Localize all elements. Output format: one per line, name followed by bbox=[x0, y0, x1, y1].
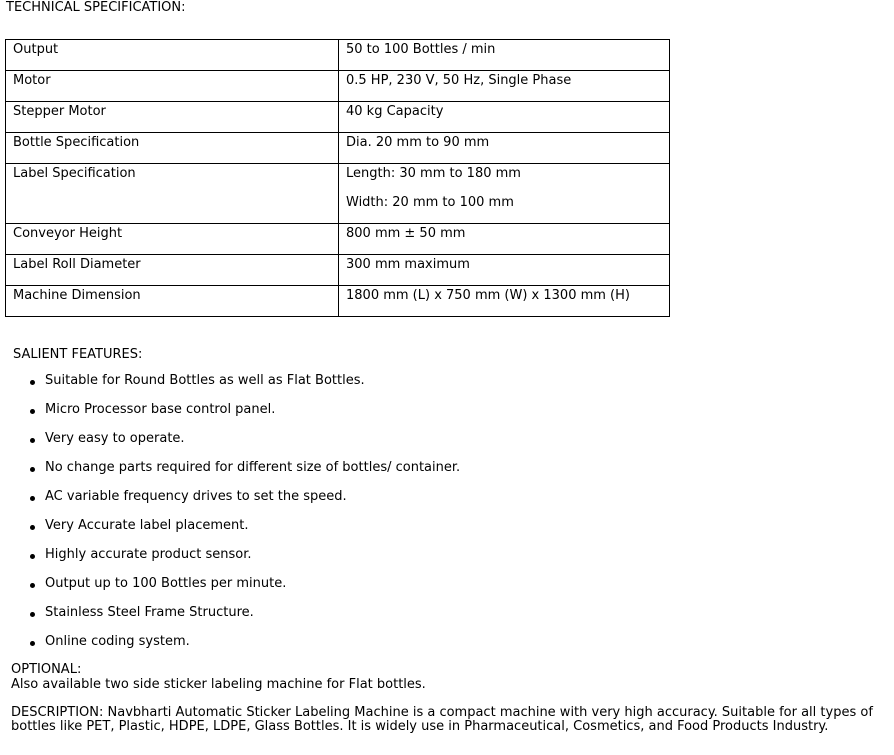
spec-value-length: Length: 30 mm to 180 mm bbox=[346, 166, 521, 181]
feature-text: Very easy to operate. bbox=[45, 431, 185, 446]
bullet-icon bbox=[30, 641, 35, 646]
optional-section bbox=[11, 662, 426, 692]
specification-table bbox=[5, 39, 670, 317]
list-item bbox=[28, 489, 460, 518]
optional-heading: OPTIONAL: bbox=[11, 662, 82, 677]
table-row bbox=[6, 255, 670, 286]
feature-text: Suitable for Round Bottles as well as Flat Bottles. bbox=[45, 373, 365, 388]
optional-text: Also available two side sticker labeling machine for Flat bottles. bbox=[11, 677, 426, 692]
feature-text: Highly accurate product sensor. bbox=[45, 547, 252, 562]
spec-value-width: Width: 20 mm to 100 mm bbox=[346, 195, 514, 210]
feature-text: Stainless Steel Frame Structure. bbox=[45, 605, 254, 620]
feature-text: Output up to 100 Bottles per minute. bbox=[45, 576, 287, 591]
spec-key: Label Roll Diameter bbox=[6, 255, 339, 286]
spec-value: 50 to 100 Bottles / min bbox=[339, 40, 670, 71]
spec-value: 1800 mm (L) x 750 mm (W) x 1300 mm (H) bbox=[339, 286, 670, 317]
list-item bbox=[28, 460, 460, 489]
bullet-icon bbox=[30, 583, 35, 588]
bullet-icon bbox=[30, 612, 35, 617]
bullet-icon bbox=[30, 438, 35, 443]
list-item bbox=[28, 373, 460, 402]
list-item bbox=[28, 402, 460, 431]
table-row bbox=[6, 164, 670, 224]
table-row bbox=[6, 102, 670, 133]
bullet-icon bbox=[30, 525, 35, 530]
spec-key: Stepper Motor bbox=[6, 102, 339, 133]
spec-value: Dia. 20 mm to 90 mm bbox=[339, 133, 670, 164]
table-row bbox=[6, 133, 670, 164]
feature-text: Micro Processor base control panel. bbox=[45, 402, 276, 417]
table-row bbox=[6, 286, 670, 317]
spec-value: 300 mm maximum bbox=[339, 255, 670, 286]
spec-value: 40 kg Capacity bbox=[339, 102, 670, 133]
bullet-icon bbox=[30, 409, 35, 414]
table-row bbox=[6, 40, 670, 71]
list-item bbox=[28, 518, 460, 547]
spec-key: Label Specification bbox=[6, 164, 339, 224]
spec-key: Motor bbox=[6, 71, 339, 102]
list-item bbox=[28, 605, 460, 634]
salient-features-list bbox=[28, 373, 460, 663]
salient-features-heading: SALIENT FEATURES: bbox=[13, 347, 143, 362]
spec-key: Conveyor Height bbox=[6, 224, 339, 255]
spec-value: 0.5 HP, 230 V, 50 Hz, Single Phase bbox=[339, 71, 670, 102]
bullet-icon bbox=[30, 554, 35, 559]
feature-text: AC variable frequency drives to set the speed. bbox=[45, 489, 347, 504]
bullet-icon bbox=[30, 467, 35, 472]
technical-specification-heading: TECHNICAL SPECIFICATION: bbox=[6, 0, 186, 15]
list-item bbox=[28, 431, 460, 460]
feature-text: Online coding system. bbox=[45, 634, 190, 649]
spec-key: Bottle Specification bbox=[6, 133, 339, 164]
list-item bbox=[28, 576, 460, 605]
list-item bbox=[28, 547, 460, 576]
feature-text: Very Accurate label placement. bbox=[45, 518, 249, 533]
table-row bbox=[6, 224, 670, 255]
bullet-icon bbox=[30, 380, 35, 385]
feature-text: No change parts required for different size of bottles/ container. bbox=[45, 460, 461, 475]
description-paragraph: DESCRIPTION: Navbharti Automatic Sticker Labeling Machine is a compact machine with very high accuracy. Suitable for all types of bottles like PET, Plastic, HDPE, LDPE, Glass Bottles. It is widely use in Pharmaceutical, Cosmetics, and Food Products Industry. bbox=[11, 705, 873, 734]
table-row bbox=[6, 71, 670, 102]
spec-value: 800 mm ± 50 mm bbox=[339, 224, 670, 255]
spec-value bbox=[339, 164, 670, 224]
spec-key: Output bbox=[6, 40, 339, 71]
spec-key: Machine Dimension bbox=[6, 286, 339, 317]
bullet-icon bbox=[30, 496, 35, 501]
list-item bbox=[28, 634, 460, 663]
